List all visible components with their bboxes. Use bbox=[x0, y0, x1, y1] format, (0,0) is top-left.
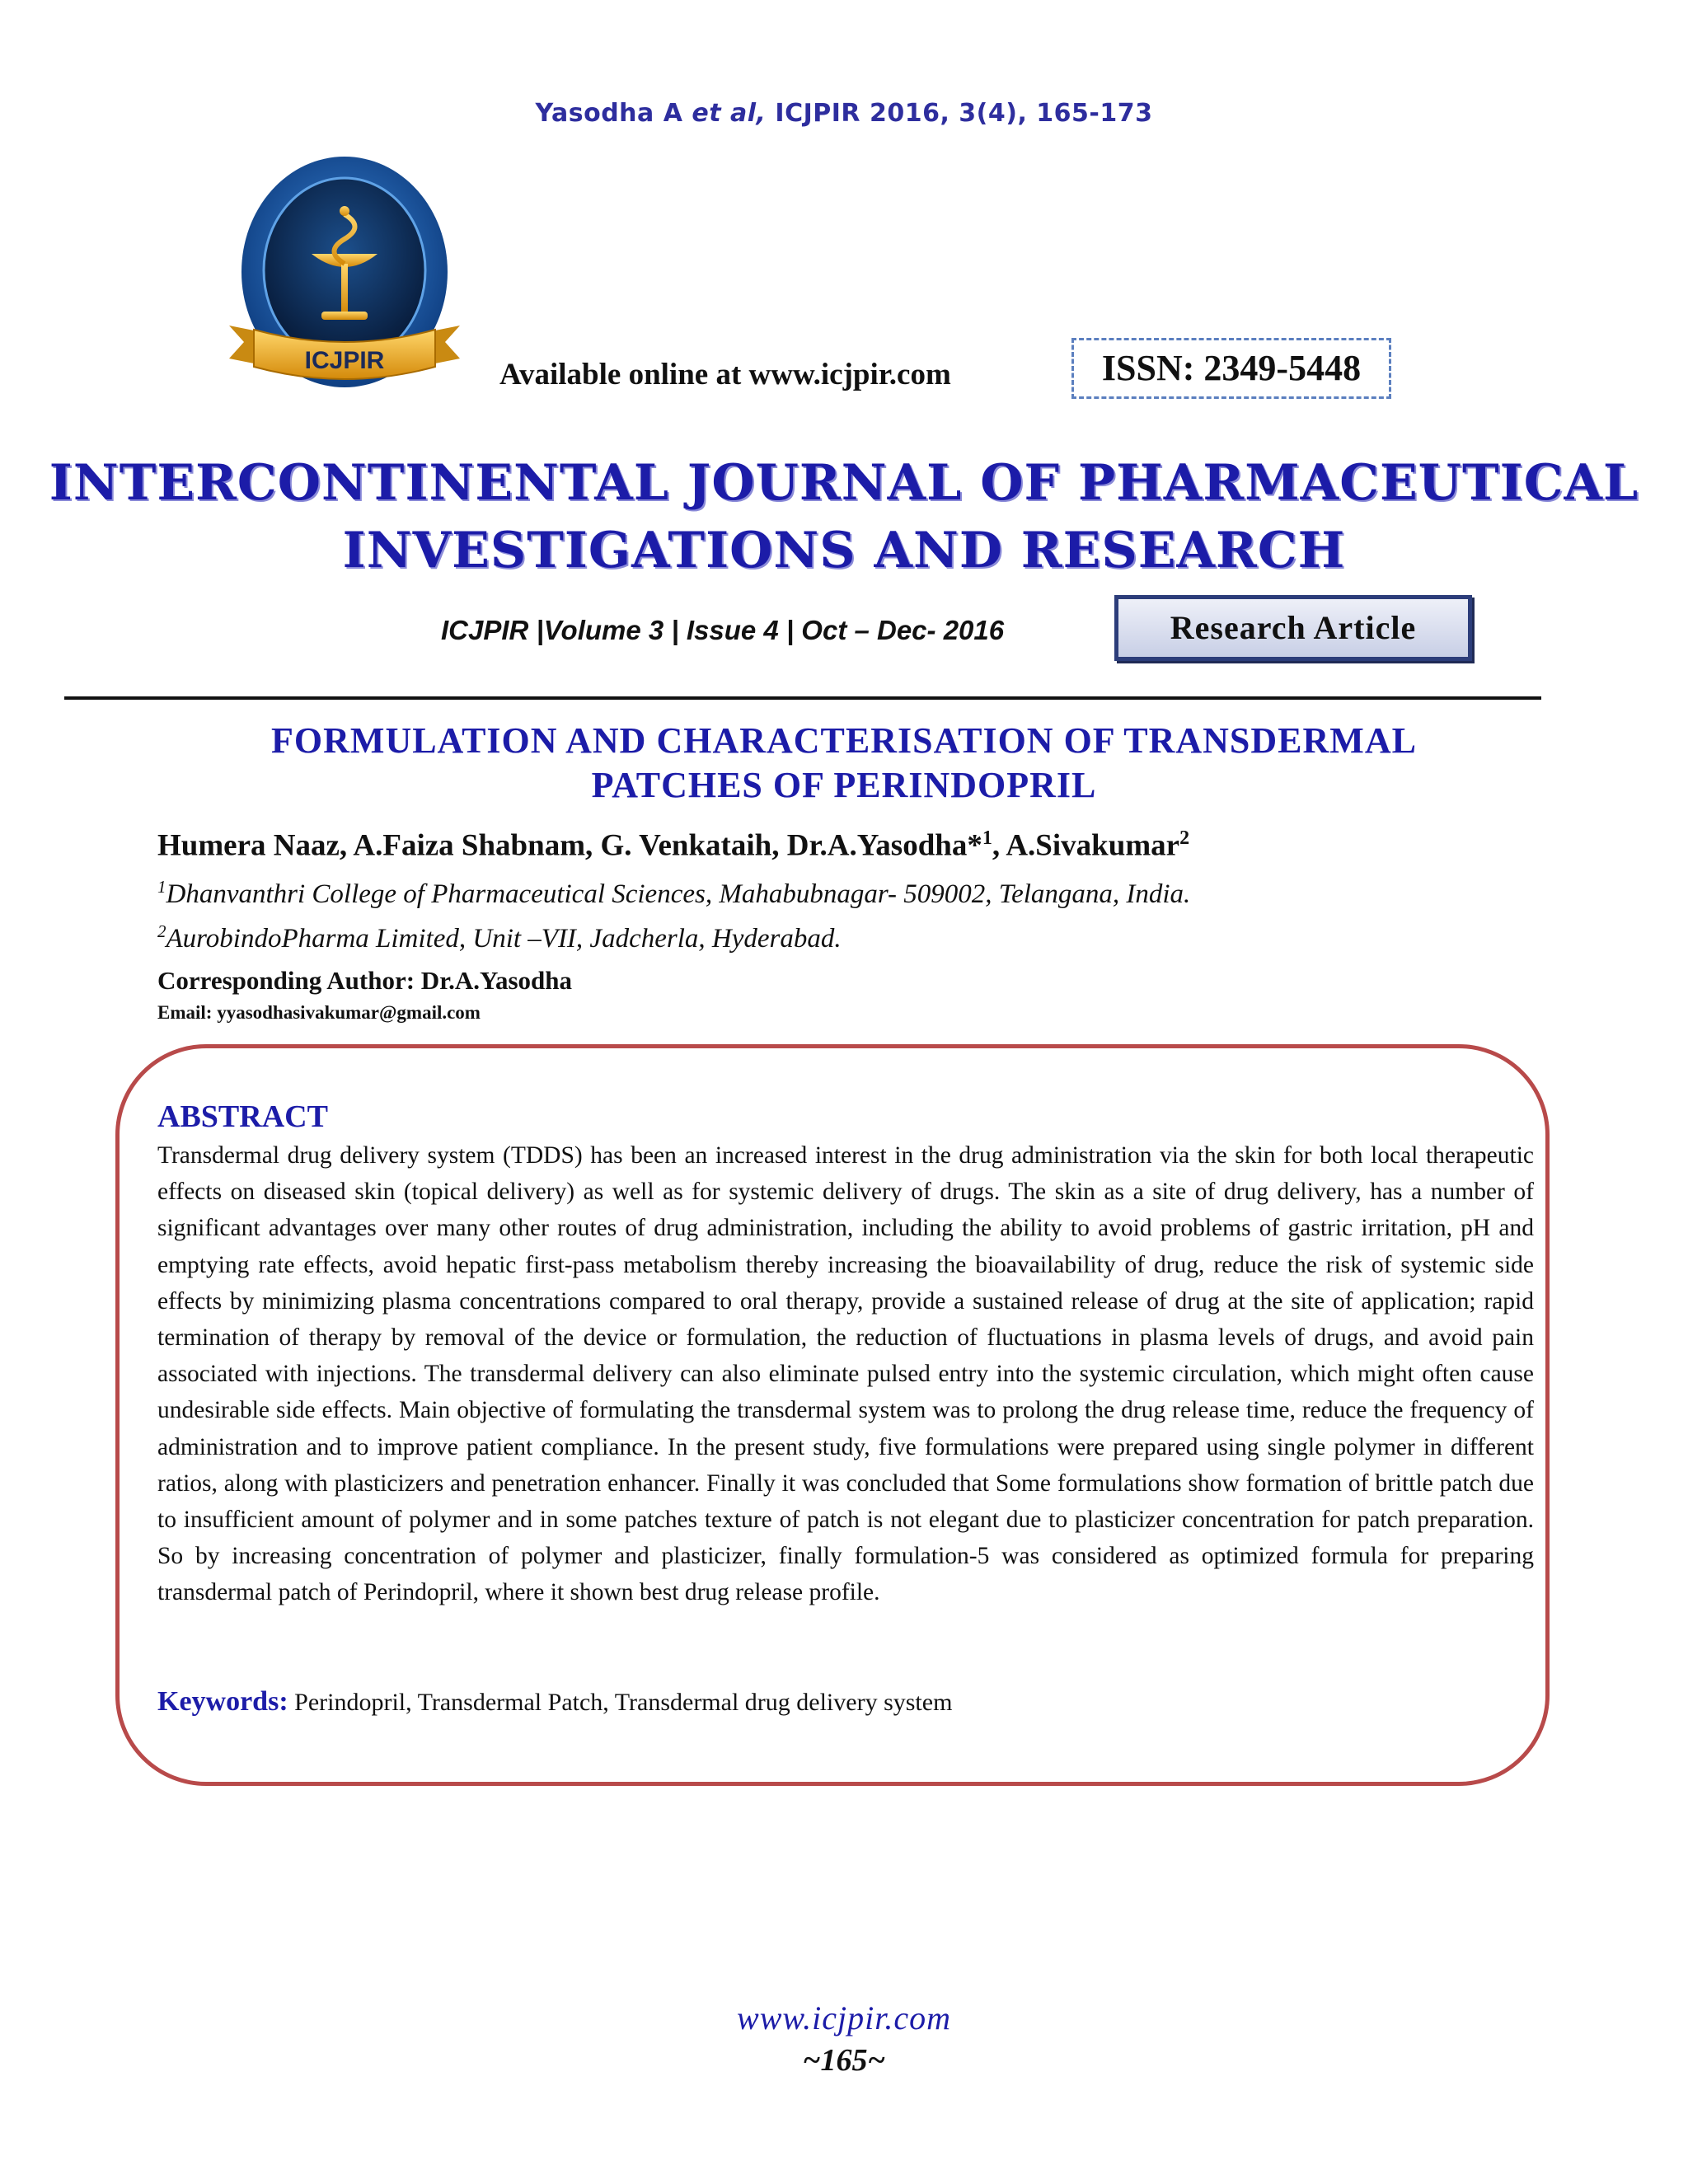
journal-logo bbox=[221, 157, 468, 412]
author-email[interactable]: Email: yyasodhasivakumar@gmail.com bbox=[157, 1002, 481, 1023]
page-number: ~165~ bbox=[802, 2043, 886, 2078]
corresponding-author: Corresponding Author: Dr.A.Yasodha bbox=[157, 966, 572, 995]
issue-line: ICJPIR |Volume 3 | Issue 4 | Oct – Dec- 2016 bbox=[441, 615, 1005, 645]
author-names: Humera Naaz, A.Faiza Shabnam, G. Venkataih, Dr.A.Yasodha* bbox=[157, 828, 982, 863]
journal-name-line2: INVESTIGATIONS AND RESEARCH bbox=[342, 522, 1346, 579]
running-head-author: Yasodha A bbox=[535, 99, 683, 128]
logo-banner-text: ICJPIR bbox=[304, 347, 385, 374]
footer-url[interactable]: www.icjpir.com bbox=[737, 1999, 951, 2036]
author-list bbox=[157, 827, 1189, 863]
journal-logo-graphic bbox=[221, 157, 468, 412]
affiliation-2-text: AurobindoPharma Limited, Unit –VII, Jadcherla, Hyderabad. bbox=[166, 924, 842, 954]
abstract-heading: ABSTRACT bbox=[157, 1099, 328, 1134]
article-title-line1: FORMULATION AND CHARACTERISATION OF TRANSDERMAL bbox=[271, 720, 1417, 761]
running-head-etal: et al, bbox=[692, 99, 767, 128]
journal-name-line1: INTERCONTINENTAL JOURNAL OF PHARMACEUTICAL bbox=[49, 454, 1639, 512]
abstract-body: Transdermal drug delivery system (TDDS) has been an increased interest in the drug administration via the skin for both local therapeutic effects on diseased skin (topical delivery) as well as for systemic delivery of drugs. The skin as a site of drug delivery, has a number of significant advantages over many other routes of drug administration, including the ability to avoid problems of gastric irritation, pH and emptying rate effects, avoid hepatic first-pass metabolism thereby increasing the bioavailability of drug, reduce the risk of systemic side effects by minimizing plasma concentrations compared to oral therapy, provide a sustained release of drug at the site of application; rapid termination of therapy by removal of the device or formulation, the reduction of fluctuations in plasma levels of drugs, and avoid pain associated with injections. The transdermal delivery can also eliminate pulsed entry into the systemic circulation, which might often cause undesirable side effects. Main objective of formulating the transdermal system was to prolong the drug release time, reduce the frequency of administration and to improve patient compliance. In the present study, five formulations were prepared using single polymer in different ratios, along with plasticizers and penetration enhancer. Finally it was concluded that Some formulations show formation of brittle patch due to insufficient amount of polymer and in some patches texture of patch is not elegant due to plasticizer concentration for patch preparation. So by increasing concentration of polymer and plasticizer, finally formulation-5 was considered as optimized formula for preparing transdermal patch of Perindopril, where it shown best drug release profile. bbox=[157, 1142, 1534, 1606]
author-sup-1: 1 bbox=[982, 827, 992, 849]
running-head-citation: ICJPIR 2016, 3(4), 165-173 bbox=[775, 99, 1153, 128]
availability-line: Available online at www.icjpir.com bbox=[499, 358, 951, 391]
author-sup-2: 2 bbox=[1179, 827, 1190, 849]
journal-name bbox=[0, 449, 1688, 584]
affiliation-2-sup: 2 bbox=[157, 921, 166, 941]
affiliation-1-sup: 1 bbox=[157, 877, 166, 897]
article-title-line2: PATCHES OF PERINDOPRIL bbox=[591, 765, 1097, 805]
affiliation-2 bbox=[157, 921, 842, 954]
affiliation-1 bbox=[157, 877, 1190, 910]
keywords-line bbox=[157, 1686, 952, 1718]
article-type-badge: Research Article bbox=[1114, 595, 1472, 661]
issn-box: ISSN: 2349-5448 bbox=[1071, 338, 1391, 399]
author-last: , A.Sivakumar bbox=[992, 828, 1180, 863]
header-divider bbox=[64, 696, 1541, 700]
article-title bbox=[165, 719, 1523, 808]
keywords-text: Perindopril, Transdermal Patch, Transdermal drug delivery system bbox=[294, 1689, 953, 1716]
keywords-label: Keywords: bbox=[157, 1686, 288, 1717]
affiliation-1-text: Dhanvanthri College of Pharmaceutical Sciences, Mahabubnagar- 509002, Telangana, India. bbox=[166, 879, 1191, 909]
running-head bbox=[0, 99, 1688, 128]
